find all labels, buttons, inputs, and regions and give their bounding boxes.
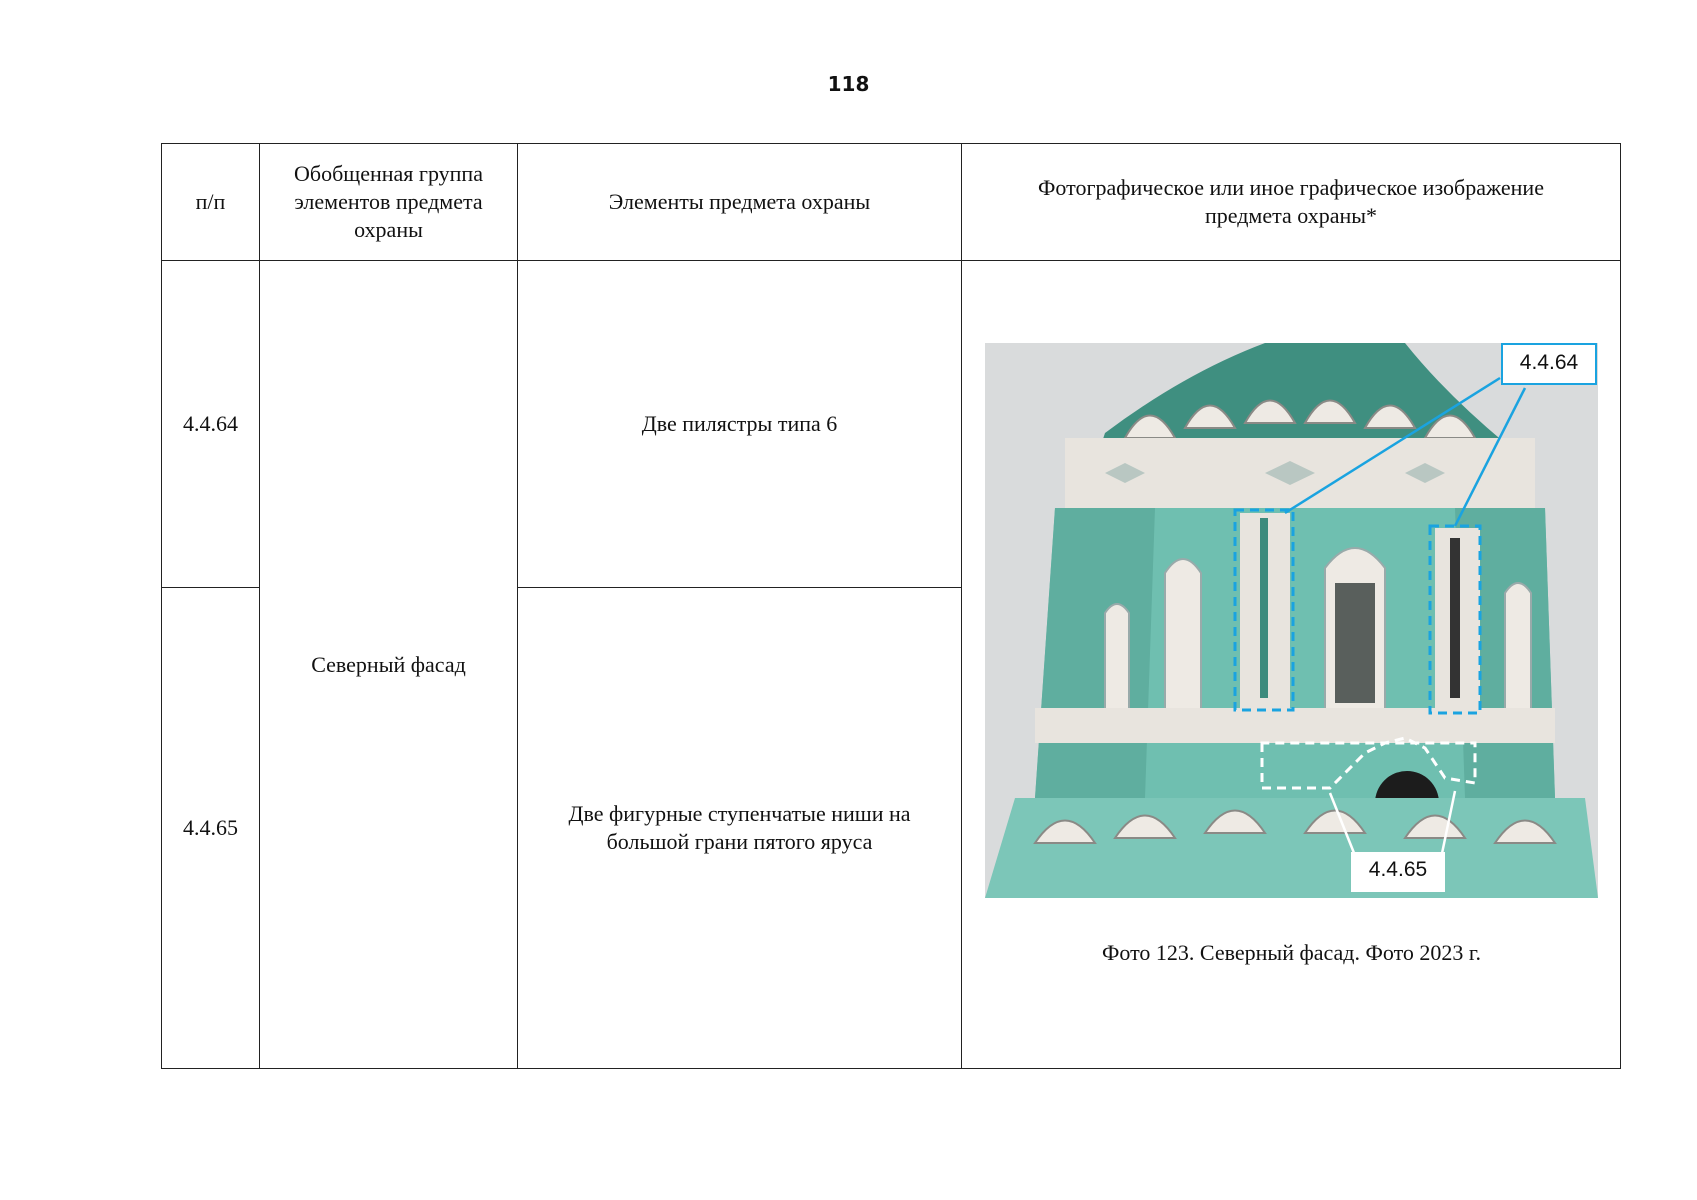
element-cell: Две фигурные ступенчатые ниши на большой грани пятого яруса [518,588,962,1069]
protection-table [161,143,1621,1069]
group-cell: Северный фасад [260,261,518,1069]
header-image: Фотографическое или иное графическое изображение предмета охраны* [962,144,1621,261]
header-elements: Элементы предмета охраны [518,144,962,261]
photo-cell [962,261,1621,1069]
header-num: п/п [162,144,260,261]
tower-illustration [985,343,1598,898]
row-number: 4.4.64 [162,261,260,588]
element-cell: Две пилястры типа 6 [518,261,962,588]
table-row [162,261,1621,588]
facade-photo [985,343,1598,898]
page-number: 118 [827,72,870,96]
photo-caption: Фото 123. Северный фасад. Фото 2023 г. [1102,940,1481,965]
row-number: 4.4.65 [162,588,260,1069]
header-row [162,144,1621,261]
header-group: Обобщенная группа элементов предмета охраны [260,144,518,261]
callout-4-4-65: 4.4.65 [1351,852,1445,892]
callout-4-4-64: 4.4.64 [1501,343,1597,385]
